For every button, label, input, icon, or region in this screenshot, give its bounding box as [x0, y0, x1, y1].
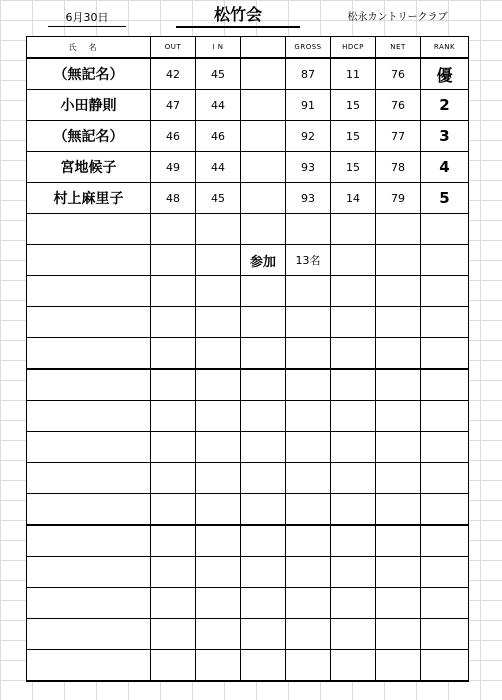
blank-cell — [151, 588, 196, 619]
player-net: 76 — [376, 58, 421, 90]
blank-cell — [376, 214, 421, 245]
blank-cell — [241, 432, 286, 463]
player-in: 45 — [196, 58, 241, 90]
player-out: 48 — [151, 183, 196, 214]
blank-cell — [196, 650, 241, 682]
blank-cell — [286, 650, 331, 682]
player-hdcp: 15 — [331, 90, 376, 121]
blank-cell — [421, 307, 469, 338]
column-header-blank — [241, 37, 286, 59]
blank-cell — [421, 588, 469, 619]
blank-cell — [286, 463, 331, 494]
blank-cell — [376, 276, 421, 307]
player-rank: 2 — [421, 90, 469, 121]
blank-cell — [241, 650, 286, 682]
player-name: 小田静則 — [27, 90, 151, 121]
blank-cell — [196, 619, 241, 650]
blank-cell — [421, 525, 469, 557]
participants-row — [27, 245, 469, 276]
blank-cell — [376, 463, 421, 494]
blank-cell — [376, 557, 421, 588]
blank-cell — [196, 588, 241, 619]
blank-cell — [196, 463, 241, 494]
column-header-gross: GROSS — [286, 37, 331, 59]
player-in: 44 — [196, 90, 241, 121]
player-out: 46 — [151, 121, 196, 152]
table-row — [27, 557, 469, 588]
blank-cell — [27, 557, 151, 588]
blank-cell — [286, 525, 331, 557]
blank-cell — [376, 369, 421, 401]
blank-cell — [331, 494, 376, 526]
blank-cell — [331, 619, 376, 650]
table-row — [27, 619, 469, 650]
blank-cell — [331, 588, 376, 619]
blank-cell — [421, 245, 469, 276]
score-table — [26, 36, 469, 682]
table-row — [27, 525, 469, 557]
blank-cell — [27, 650, 151, 682]
blank-cell — [196, 369, 241, 401]
blank-cell — [421, 338, 469, 370]
player-gross: 91 — [286, 90, 331, 121]
player-hdcp: 15 — [331, 152, 376, 183]
table-row — [27, 338, 469, 370]
blank-cell — [421, 494, 469, 526]
player-gross: 87 — [286, 58, 331, 90]
blank-cell — [196, 525, 241, 557]
player-rank: 優 — [421, 58, 469, 90]
table-row — [27, 58, 469, 90]
blank-cell — [196, 401, 241, 432]
blank-cell — [286, 401, 331, 432]
column-header-rank: RANK — [421, 37, 469, 59]
blank-cell — [286, 338, 331, 370]
blank-cell — [421, 401, 469, 432]
player-rank: 3 — [421, 121, 469, 152]
blank-cell — [376, 401, 421, 432]
blank-cell — [27, 494, 151, 526]
blank-cell — [27, 307, 151, 338]
blank-cell — [151, 463, 196, 494]
blank-cell — [421, 619, 469, 650]
blank-cell — [286, 619, 331, 650]
blank-cell — [286, 214, 331, 245]
blank-cell — [241, 183, 286, 214]
blank-cell — [241, 338, 286, 370]
column-header-hdcp: HDCP — [331, 37, 376, 59]
player-name: （無記名） — [27, 121, 151, 152]
player-in: 45 — [196, 183, 241, 214]
blank-cell — [27, 588, 151, 619]
blank-cell — [331, 369, 376, 401]
table-row — [27, 276, 469, 307]
player-net: 77 — [376, 121, 421, 152]
blank-cell — [241, 494, 286, 526]
column-header-name: 氏名 — [27, 37, 151, 59]
blank-cell — [331, 245, 376, 276]
blank-cell — [27, 369, 151, 401]
sheet-header — [0, 0, 502, 36]
blank-cell — [196, 432, 241, 463]
participants-count: 13名 — [286, 245, 331, 276]
blank-cell — [241, 58, 286, 90]
table-row — [27, 401, 469, 432]
blank-cell — [27, 245, 151, 276]
blank-cell — [421, 432, 469, 463]
participants-label: 参加 — [241, 245, 286, 276]
player-hdcp: 11 — [331, 58, 376, 90]
blank-cell — [151, 432, 196, 463]
blank-cell — [241, 152, 286, 183]
blank-cell — [286, 494, 331, 526]
blank-cell — [421, 463, 469, 494]
table-row — [27, 307, 469, 338]
blank-cell — [331, 307, 376, 338]
blank-cell — [241, 214, 286, 245]
blank-cell — [196, 245, 241, 276]
player-gross: 93 — [286, 183, 331, 214]
table-row — [27, 214, 469, 245]
table-row — [27, 90, 469, 121]
blank-cell — [331, 650, 376, 682]
blank-cell — [421, 276, 469, 307]
player-net: 76 — [376, 90, 421, 121]
event-date: 6月30日 — [48, 10, 126, 27]
table-row — [27, 650, 469, 682]
player-in: 46 — [196, 121, 241, 152]
blank-cell — [286, 307, 331, 338]
blank-cell — [196, 214, 241, 245]
blank-cell — [27, 619, 151, 650]
player-net: 78 — [376, 152, 421, 183]
table-row — [27, 494, 469, 526]
blank-cell — [196, 557, 241, 588]
blank-cell — [376, 650, 421, 682]
column-header-out: OUT — [151, 37, 196, 59]
blank-cell — [376, 307, 421, 338]
player-name: 宮地候子 — [27, 152, 151, 183]
blank-cell — [376, 619, 421, 650]
player-out: 42 — [151, 58, 196, 90]
blank-cell — [27, 276, 151, 307]
blank-cell — [151, 557, 196, 588]
table-header-row — [27, 37, 469, 59]
blank-cell — [151, 338, 196, 370]
blank-cell — [241, 90, 286, 121]
blank-cell — [27, 525, 151, 557]
blank-cell — [241, 369, 286, 401]
blank-cell — [376, 338, 421, 370]
player-in: 44 — [196, 152, 241, 183]
blank-cell — [151, 369, 196, 401]
table-row — [27, 463, 469, 494]
blank-cell — [376, 432, 421, 463]
player-out: 49 — [151, 152, 196, 183]
blank-cell — [286, 588, 331, 619]
blank-cell — [241, 525, 286, 557]
player-hdcp: 14 — [331, 183, 376, 214]
blank-cell — [286, 557, 331, 588]
player-rank: 5 — [421, 183, 469, 214]
blank-cell — [376, 525, 421, 557]
blank-cell — [27, 432, 151, 463]
blank-cell — [27, 401, 151, 432]
player-name: 村上麻里子 — [27, 183, 151, 214]
blank-cell — [196, 494, 241, 526]
blank-cell — [241, 401, 286, 432]
blank-cell — [421, 557, 469, 588]
blank-cell — [151, 276, 196, 307]
blank-cell — [196, 276, 241, 307]
blank-cell — [286, 369, 331, 401]
blank-cell — [286, 276, 331, 307]
blank-cell — [421, 369, 469, 401]
player-name: （無記名） — [27, 58, 151, 90]
player-net: 79 — [376, 183, 421, 214]
blank-cell — [241, 557, 286, 588]
blank-cell — [241, 619, 286, 650]
blank-cell — [286, 432, 331, 463]
column-header-in: I N — [196, 37, 241, 59]
player-gross: 92 — [286, 121, 331, 152]
blank-cell — [196, 338, 241, 370]
player-out: 47 — [151, 90, 196, 121]
blank-cell — [376, 245, 421, 276]
column-header-net: NET — [376, 37, 421, 59]
club-name: 松永カントリークラブ — [347, 12, 448, 23]
table-row — [27, 183, 469, 214]
blank-cell — [151, 619, 196, 650]
blank-cell — [27, 338, 151, 370]
blank-cell — [376, 494, 421, 526]
blank-cell — [27, 463, 151, 494]
blank-cell — [331, 463, 376, 494]
blank-cell — [241, 307, 286, 338]
blank-cell — [151, 245, 196, 276]
blank-cell — [151, 525, 196, 557]
blank-cell — [151, 214, 196, 245]
blank-cell — [241, 121, 286, 152]
blank-cell — [241, 276, 286, 307]
blank-cell — [196, 307, 241, 338]
blank-cell — [151, 650, 196, 682]
blank-cell — [27, 214, 151, 245]
blank-cell — [331, 432, 376, 463]
blank-cell — [331, 338, 376, 370]
blank-cell — [151, 307, 196, 338]
blank-cell — [421, 650, 469, 682]
player-gross: 93 — [286, 152, 331, 183]
table-row — [27, 121, 469, 152]
blank-cell — [331, 276, 376, 307]
blank-cell — [421, 214, 469, 245]
player-rank: 4 — [421, 152, 469, 183]
blank-cell — [151, 401, 196, 432]
blank-cell — [331, 525, 376, 557]
blank-cell — [331, 557, 376, 588]
table-row — [27, 152, 469, 183]
blank-cell — [376, 588, 421, 619]
blank-cell — [331, 401, 376, 432]
blank-cell — [331, 214, 376, 245]
blank-cell — [151, 494, 196, 526]
event-title: 松竹会 — [176, 4, 300, 28]
blank-cell — [241, 588, 286, 619]
table-row — [27, 588, 469, 619]
table-row — [27, 432, 469, 463]
player-hdcp: 15 — [331, 121, 376, 152]
table-row — [27, 369, 469, 401]
blank-cell — [241, 463, 286, 494]
